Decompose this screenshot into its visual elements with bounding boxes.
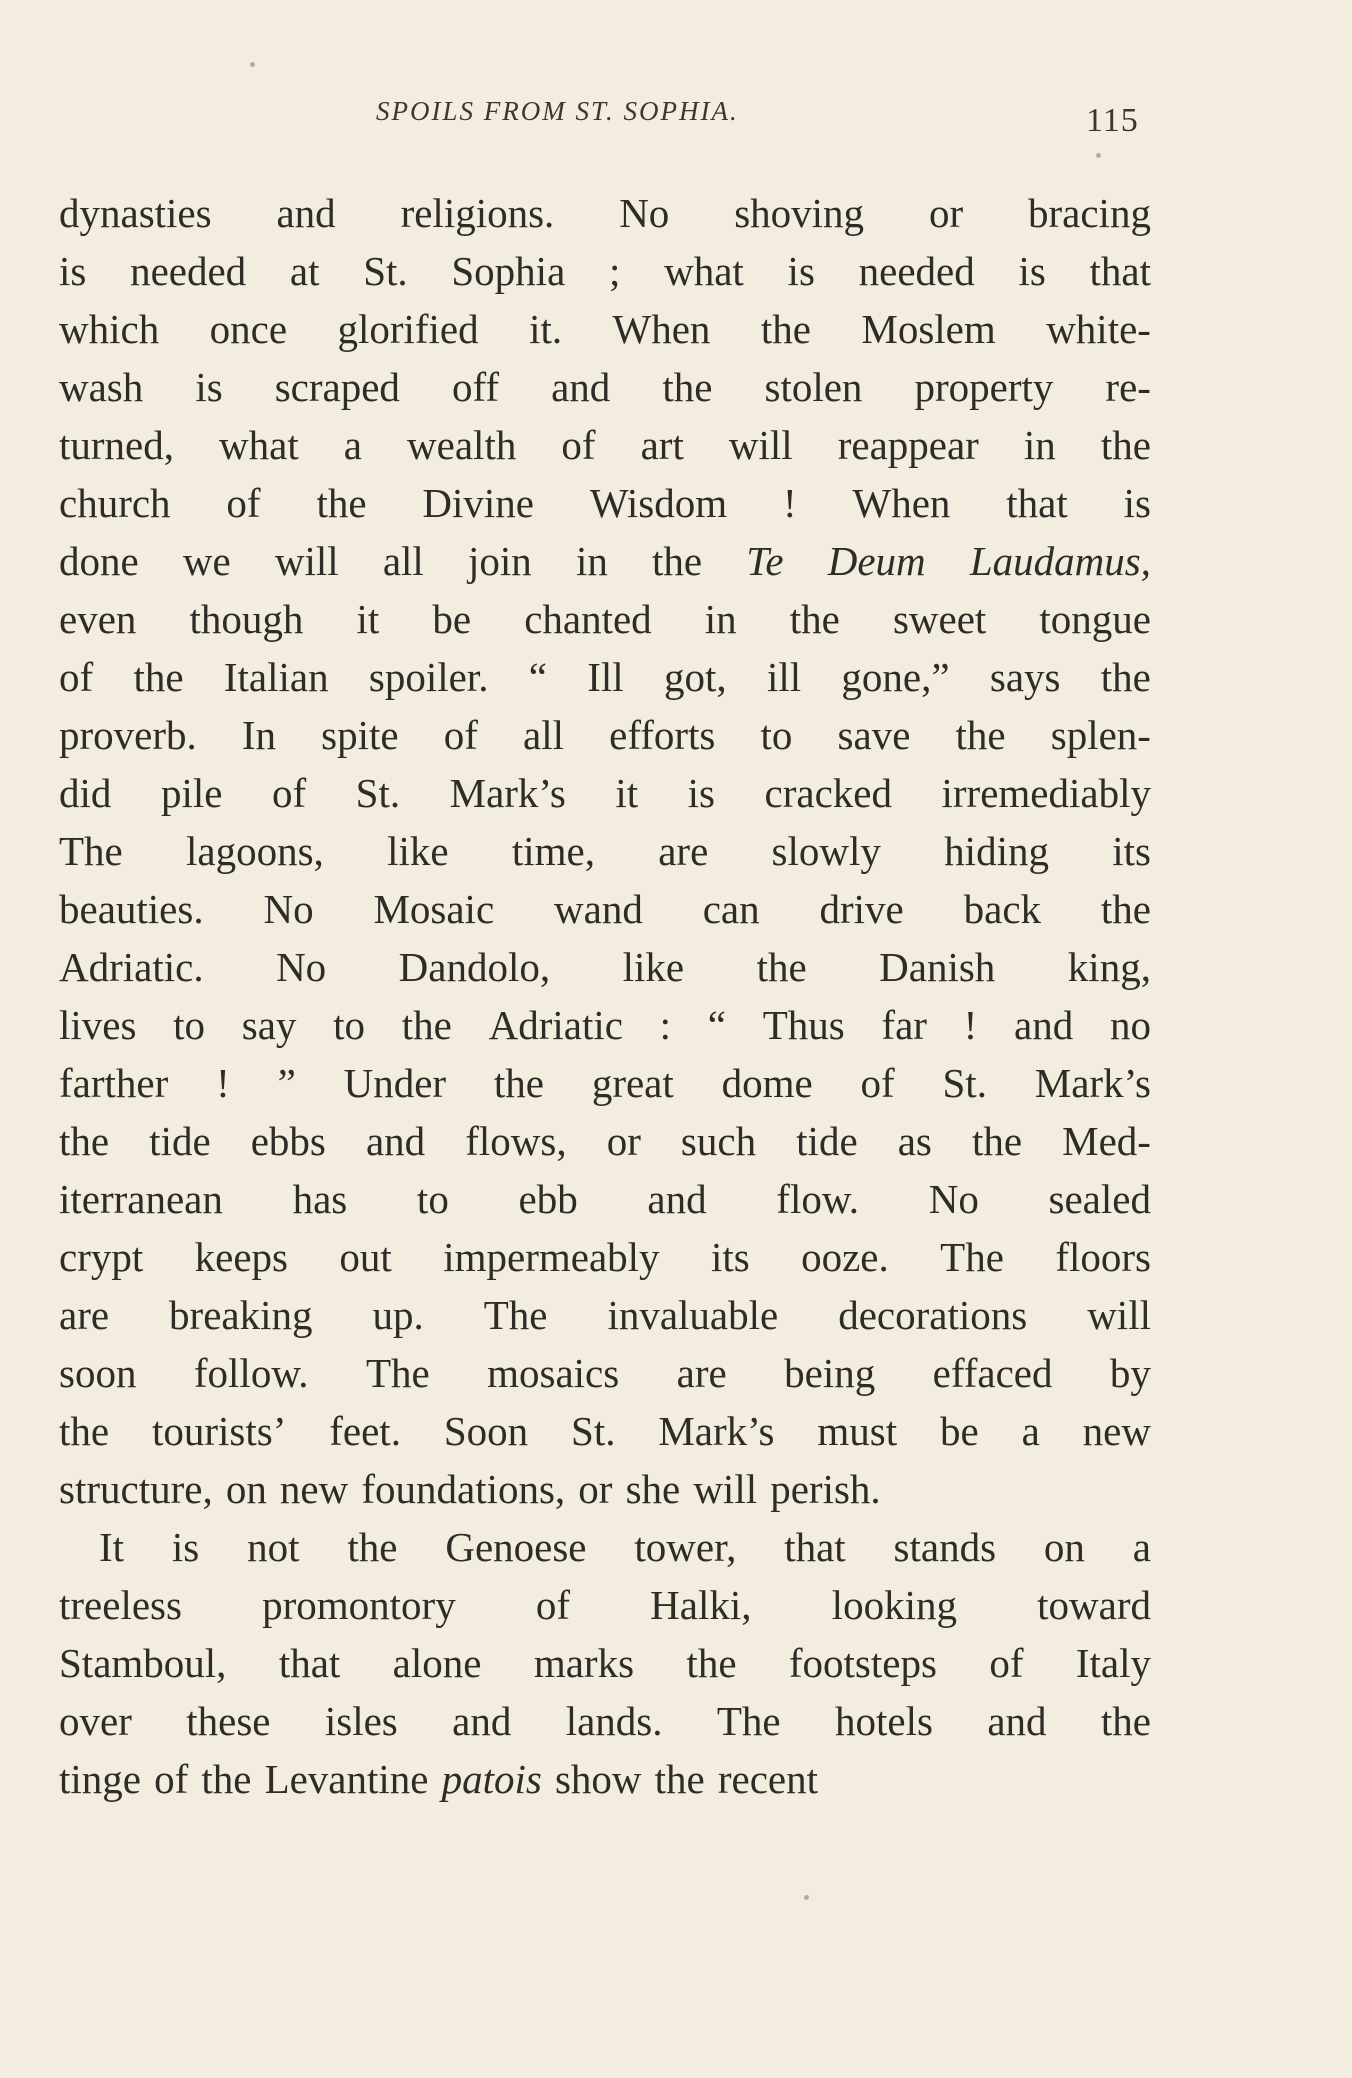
text-line: proverb. In spite of all efforts to save the splen- xyxy=(59,712,1151,758)
text-line: Stamboul, that alone marks the footsteps of Italy xyxy=(59,1640,1151,1686)
text-line: soon follow. The mosaics are being effaced by xyxy=(59,1350,1151,1396)
paper-speck xyxy=(1096,153,1101,158)
text-line: did pile of St. Mark’s it is cracked irremediably xyxy=(59,770,1151,816)
text-line: over these isles and lands. The hotels and the xyxy=(59,1698,1151,1744)
text-line: turned, what a wealth of art will reappear in the xyxy=(59,422,1151,468)
body-text xyxy=(59,184,1151,1808)
text-line: are breaking up. The invaluable decorations will xyxy=(59,1292,1151,1338)
paper-speck xyxy=(250,62,255,67)
text-line: even though it be chanted in the sweet tongue xyxy=(59,596,1151,642)
text-line: lives to say to the Adriatic : “ Thus far ! and no xyxy=(59,1002,1151,1048)
text-line: farther ! ” Under the great dome of St. Mark’s xyxy=(59,1060,1151,1106)
text-line: is needed at St. Sophia ; what is needed is that xyxy=(59,248,1151,294)
page-number: 115 xyxy=(1086,102,1139,139)
text-line: the tourists’ feet. Soon St. Mark’s must be a new xyxy=(59,1408,1151,1454)
text-line: Adriatic. No Dandolo, like the Danish king, xyxy=(59,944,1151,990)
text-line: church of the Divine Wisdom ! When that is xyxy=(59,480,1151,526)
text-line: crypt keeps out impermeably its ooze. The floors xyxy=(59,1234,1151,1280)
text-line: The lagoons, like time, are slowly hiding its xyxy=(59,828,1151,874)
text-line: dynasties and religions. No shoving or bracing xyxy=(59,190,1151,236)
text-line: wash is scraped off and the stolen property re- xyxy=(59,364,1151,410)
text-line: the tide ebbs and flows, or such tide as the Med- xyxy=(59,1118,1151,1164)
text-line: structure, on new foundations, or she will perish. xyxy=(59,1466,881,1512)
text-line: which once glorified it. When the Moslem white- xyxy=(59,306,1151,352)
text-line: beauties. No Mosaic wand can drive back the xyxy=(59,886,1151,932)
text-line: It is not the Genoese tower, that stands on a xyxy=(99,1524,1151,1570)
running-head: SPOILS FROM ST. SOPHIA. xyxy=(376,96,739,126)
paper-speck xyxy=(804,1895,809,1900)
text-line: iterranean has to ebb and flow. No sealed xyxy=(59,1176,1151,1222)
text-line: tinge of the Levantine patois show the recent xyxy=(59,1756,818,1802)
text-line: treeless promontory of Halki, looking toward xyxy=(59,1582,1151,1628)
text-line: done we will all join in the Te Deum Laudamus, xyxy=(59,538,1151,584)
text-line: of the Italian spoiler. “ Ill got, ill gone,” says the xyxy=(59,654,1151,700)
